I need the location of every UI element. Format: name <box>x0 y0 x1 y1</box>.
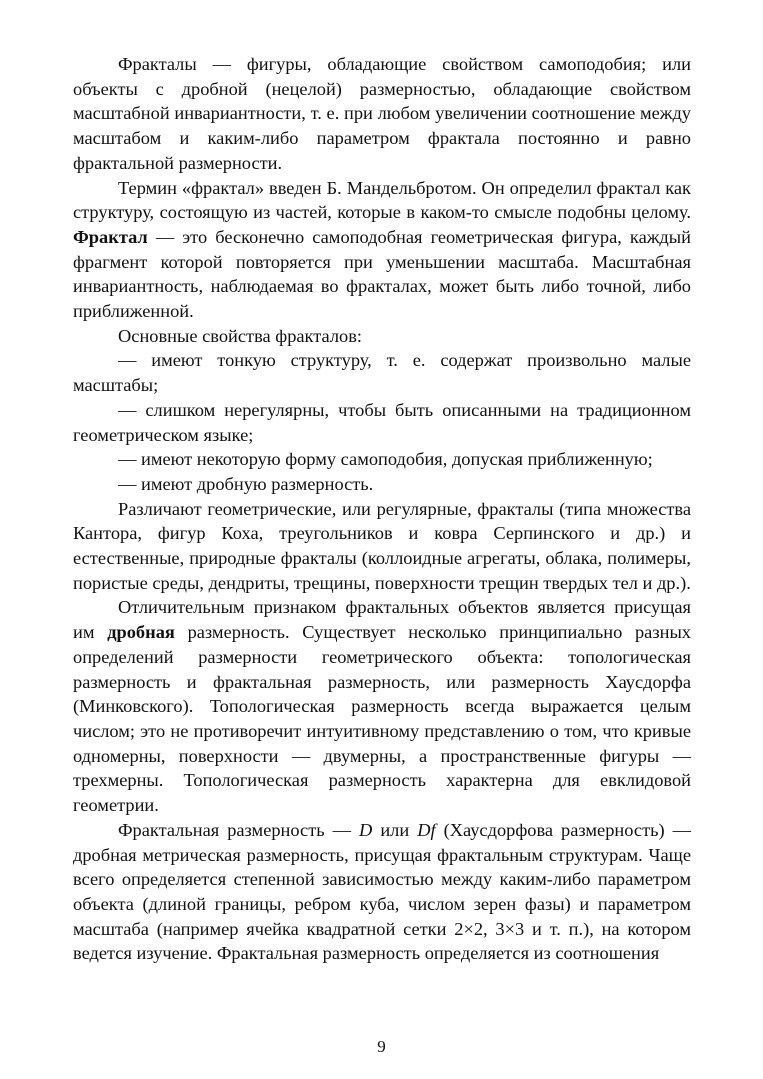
properties-heading: Основные свойства фракталов: <box>118 325 362 346</box>
fd-text-b: (Хаусдорфова размерность) — дробная метрическая размерность, присущая фрактальным структурам. Чаще всего определяется степенной зависимостью между каким-либо параметром объекта (длиной границы, ребром куба, числом зерен фазы) и параметром масштаба (например ячейка квадратной сетки 2×2, 3×3 и т. п.), на котором ведется изучение. Фрактальная размерность определяется из соотношения <box>73 819 692 964</box>
fd-text-mid: или <box>372 819 418 840</box>
paragraph-fractal-dimension <box>73 818 691 966</box>
paragraph-mandelbrot <box>73 176 691 324</box>
term-fractional-bold: дробная <box>107 622 175 643</box>
paragraph-dimension <box>73 595 691 817</box>
paragraph-dimension-rest: размерность. Существует несколько принципиально разных определений размерности геометрического объекта: топологическая размерность и фрактальная размерность, или размерность Хаусдорфа (Минковского). Топологическая размерность всегда выражается целым числом; это не противоречит интуитивному представлению о том, что кривые одномерны, поверхности — двумерны, а пространственные фигуры — трехмерны. Топологическая размерность характерна для евклидовой геометрии. <box>73 622 691 816</box>
paragraph-mandelbrot-rest: — это бесконечно самоподобная геометрическая фигура, каждый фрагмент которой повторяется при уменьшении масштаба. Масштабная инвариантность, наблюдаемая во фракталах, может быть либо точной, либо приближенной. <box>73 226 691 322</box>
list-item: — слишком нерегулярны, чтобы быть описанными на традиционном геометрическом языке; <box>73 399 691 445</box>
list-item: — имеют дробную размерность. <box>118 473 374 494</box>
paragraph-mandelbrot-text: Термин «фрактал» введен Б. Мандельбротом. Он определил фрактал как структуру, состоящую из частей, которые в каком-то смысле подобны целому. <box>73 177 691 223</box>
paragraph-fractal-types: Различают геометрические, или регулярные, фракталы (типа множества Кантора, фигур Коха, треугольников и ковра Серпинского и др.) и естественные, природные фракталы (коллоидные агрегаты, облака, полимеры, пористые среды, дендриты, трещины, поверхности трещин твердых тел и др.). <box>73 498 691 593</box>
symbol-d: D <box>359 819 373 840</box>
term-fractal-bold: Фрактал <box>73 226 148 247</box>
paragraph-dimension-text: Отличительным признаком фрактальных объектов является присущая им <box>73 597 691 643</box>
symbol-df: Df <box>417 819 436 840</box>
list-item: — имеют тонкую структуру, т. е. содержат произвольно малые масштабы; <box>73 350 691 396</box>
fd-text-a: Фрактальная размерность — <box>118 819 360 840</box>
page-number: 9 <box>377 1037 386 1056</box>
page-body <box>73 52 691 966</box>
list-item: — имеют некоторую форму самоподобия, допуская приближенную; <box>118 449 653 470</box>
paragraph-fractal-definition: Фракталы — фигуры, обладающие свойством самоподобия; или объекты с дробной (нецелой) размерностью, обладающие свойством масштабной инвариантности, т. е. при любом увеличении соотношение между масштабом и каким-либо параметром фрактала постоянно и равно фрактальной размерности. <box>73 54 691 173</box>
